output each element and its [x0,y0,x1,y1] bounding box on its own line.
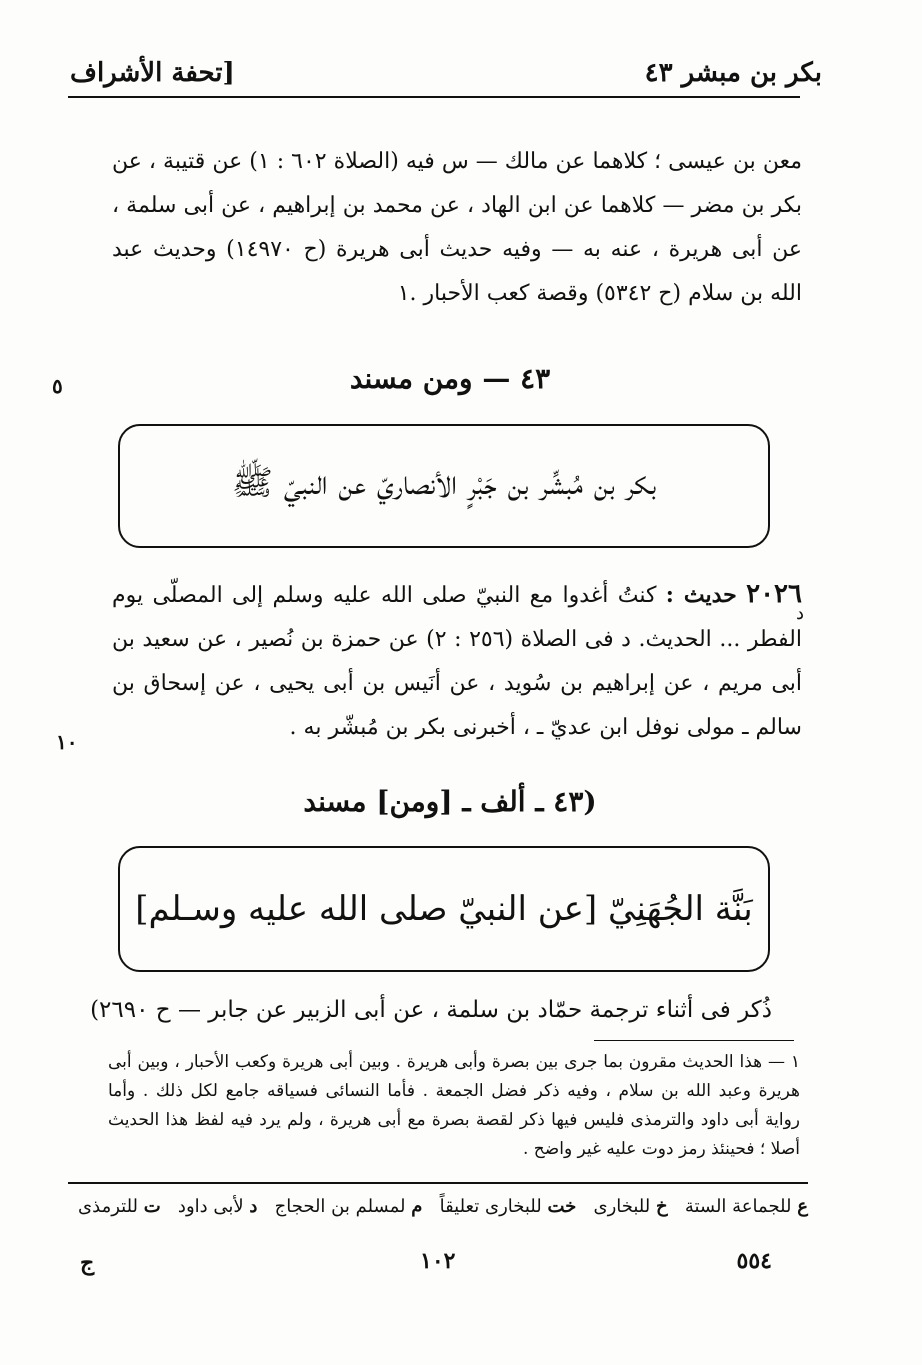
margin-line-number-5: ٥ [52,374,63,398]
narrator-title-box [118,424,770,548]
intro-paragraph: معن بن عيسى ؛ كلاهما عن مالك — س فيه (الصلاة ٦٠٢ : ١) عن قتيبة ، عن بكر بن مضر — كلاهما عن ابن الهاد ، عن محمد بن إبراهيم ، عن أبى سلمة ، عن أبى هريرة ، عنه به — وفيه حديث أبى هريرة (ح ١٤٩٧٠) وحديث عبد الله بن سلام (ح ٥٣٤٢) وقصة كعب الأحبار .١ [112,149,802,306]
legend-item: خت للبخارى تعليقاً [439,1196,577,1217]
legend-rule [68,1182,808,1184]
running-header-section: بكر بن مبشر ٤٣ [644,58,822,88]
footnote-rule [594,1040,794,1041]
hadith-number: ٢٠٢٦ [746,579,802,609]
margin-line-number-10: ١٠ [56,730,78,754]
footer-signature-letter: ج [80,1250,95,1276]
legend-item: خ للبخارى [593,1196,668,1217]
running-header-book-title: [تحفة الأشراف [70,58,235,88]
hadith-label: حديث : [665,582,737,608]
side-letter: د [796,603,805,624]
page-number: ٥٥٤ [736,1248,772,1274]
narrator-title: بكر بن مُبشِّر بن جَبْرٍ الأنصاريّ عن النبيّ ﷺ [231,462,657,503]
narrator-title-2: بَنَّة الجُهَنِيّ [عن النبيّ صلى الله عليه وسـلم] [135,889,753,929]
footnote: ١ — هذا الحديث مقرون بما جرى بين بصرة وأبى هريرة . وبين أبى هريرة وكعب الأحبار ، وبين أبى هريرة وعبد الله بن سلام ، وفيه ذكر فضل الجمعة . فأما النسائى فسياقه جامع لكل ذلك . وأما رواية أبى داود والترمذى فليس فيها ذكر لقصة بصرة مع أبى هريرة ، ولم يرد فيه لفظ هذا الحديث أصلا ؛ فحينئذ رمز دوت عليه غير واضح . [108,1052,800,1159]
cross-reference-note: ذُكر فى أثناء ترجمة حمّاد بن سلمة ، عن أبى الزبير عن جابر — ح ٢٦٩٠) [90,997,772,1023]
section-heading-43: ٤٣ — ومن مسند [349,362,551,395]
abbreviation-legend [78,1196,808,1217]
footer-center-number: ١٠٢ [420,1248,456,1274]
legend-item: ع للجماعة الستة [684,1196,808,1217]
section-heading-43-alif: (٤٣ ـ ألف ـ [ومن] مسند [303,785,597,818]
hadith-entry [112,572,805,750]
legend-item: ت للترمذى [78,1196,161,1217]
narrator-title-box-2 [118,846,770,972]
legend-item: د لأبى داود [177,1196,258,1217]
header-rule [68,96,800,98]
hadith-text: كنتُ أغدوا مع النبيّ صلى الله عليه وسلم إلى المصلّى يوم الفطر ... الحديث. د فى الصلاة (٢٥٦ : ٢) عن حمزة بن نُصير ، عن سعيد بن أبى مريم ، عن إبراهيم بن سُويد ، عن أنَيس بن أبى يحيى ، عن إسحاق بن سالم ـ مولى نوفل ابن عديّ ـ ، أخبرنى بكر بن مُبشّر به . [112,583,803,740]
legend-item: م لمسلم بن الحجاج [274,1196,423,1217]
